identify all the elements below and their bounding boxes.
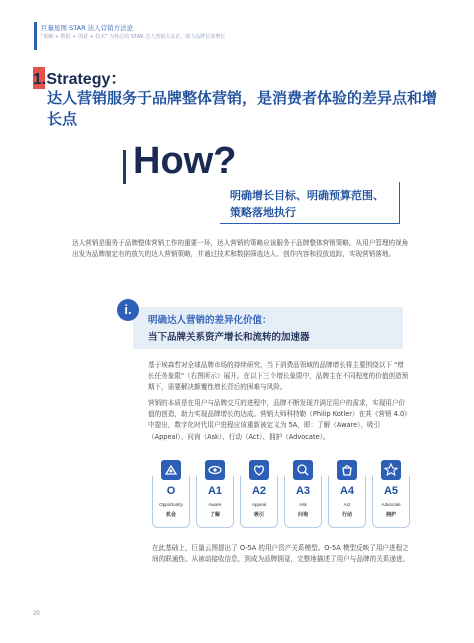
appeal-icon <box>249 460 269 480</box>
intro-paragraph: 达人营销是服务于品牌整体营销工作的重要一环，达人营销的策略应该服务于品牌整体营销策略。从用户管理的视角出发为品牌制定有的放矢的达人营销策略，并通过技术和数据筛选达人、创作内容和投放追踪，实现营销落地。 <box>72 239 409 259</box>
model-item-o <box>152 460 190 528</box>
model-code: O <box>166 485 176 497</box>
model-code: A2 <box>251 485 267 497</box>
how-heading: How? <box>133 140 237 182</box>
model-en-label: Ask <box>299 502 307 507</box>
model-en-label: Aware <box>208 502 222 507</box>
growth-paragraph: 基于埃森哲对全球品牌市场的持续研究，当下消费品领域的品牌增长将主要围绕以下 "增长任务象限"（右图所示）展开。在以下三个增长象限中，品牌主在不同程度的价值创造预期下，需要解决颠覆性增长背后的困难与风险。 <box>148 361 409 392</box>
model-en-label: Act <box>343 502 351 507</box>
model-code: A5 <box>383 485 399 497</box>
model-en-label: Advocate <box>381 502 401 507</box>
section-title: 达人营销服务于品牌整体营销，是消费者体验的差异点和增长点 <box>47 89 438 128</box>
model-en-label: Appeal <box>251 502 267 507</box>
model-code: A4 <box>339 485 355 497</box>
model-item-a2 <box>240 460 278 528</box>
goal-line-1: 明确增长目标、明确预算范围、 <box>230 189 384 202</box>
header-subtitle: "策略 + 数据 + 创意 + 技术" 为核心的 STAR 达人营销方法论，助力品牌长效增长 <box>41 34 226 40</box>
model-cn-label: 了解 <box>209 512 220 518</box>
header-title: 巨量星图 STAR 达人营销方法论 <box>41 24 134 32</box>
how-accent-bar <box>123 150 126 184</box>
model-item-a3 <box>284 460 322 528</box>
insight-title: 明确达人营销的差异化价值： <box>148 315 272 326</box>
model-code: A1 <box>207 485 223 497</box>
section-number: 1. <box>33 71 47 88</box>
model-paragraph: 在此基础上，巨量云图提出了 O-5A 的用户资产关系模型。O-5A 模型反映了用户进程之间的联通性、从被动接收信息，到成为品牌拥趸，完整地描述了用户与品牌的关系递进。 <box>152 544 410 564</box>
advocate-icon <box>381 460 401 480</box>
o5a-model <box>152 460 410 528</box>
act-icon <box>337 460 357 480</box>
insight-subtitle: 当下品牌关系资产增长和流转的加速器 <box>148 332 310 343</box>
section-keyword: Strategy： <box>46 71 127 88</box>
model-cn-label: 问询 <box>297 512 308 518</box>
model-cn-label: 吸引 <box>253 512 264 518</box>
header-accent-bar <box>34 22 37 50</box>
section-heading <box>33 66 126 89</box>
report-header <box>0 22 474 52</box>
info-icon: i. <box>117 299 139 321</box>
opportunity-icon <box>161 460 181 480</box>
model-code: A3 <box>295 485 311 497</box>
model-item-a1 <box>196 460 234 528</box>
marketing-paragraph: 营销的本质是在用户与品牌交互的进程中，品牌不断发现并满足用户的需求，实现用户价值的创造，助力实现品牌增长的达成。营销大师科特勒（Philip Kotler）在其《营销 4.0》中提出，数字化时代用户进程应该重新被定义为 5A，即：了解（Aware）、吸引（Appeal）、问询（Ask）、行动（Act）、拥护（Advocate）。 <box>148 399 408 441</box>
model-item-a4 <box>328 460 366 528</box>
aware-icon <box>205 460 225 480</box>
goal-text <box>230 187 384 221</box>
model-en-label: Opportunity <box>159 502 183 507</box>
ask-icon <box>293 460 313 480</box>
model-cn-label: 拥护 <box>385 512 396 518</box>
model-cn-label: 机会 <box>165 512 176 518</box>
page-number: 20 <box>33 611 40 617</box>
model-item-a5 <box>372 460 410 528</box>
model-cn-label: 行动 <box>341 512 352 518</box>
goal-line-2: 策略落地执行 <box>230 206 296 219</box>
